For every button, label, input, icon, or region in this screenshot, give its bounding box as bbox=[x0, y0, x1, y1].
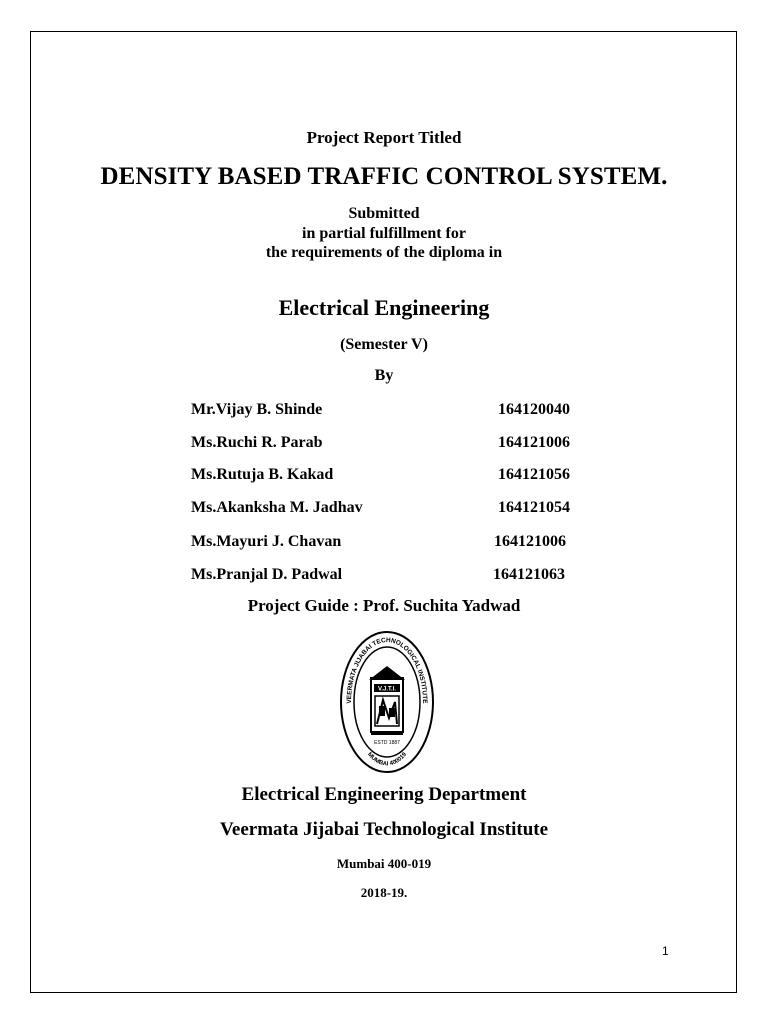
student-id: 164121063 bbox=[493, 566, 565, 583]
institute-seal-icon bbox=[339, 628, 435, 773]
seal-city-text: MUMBAI 400019 bbox=[365, 751, 409, 768]
project-guide: Project Guide : Prof. Suchita Yadwad bbox=[247, 596, 521, 615]
submitted-line: in partial fulfillment for bbox=[302, 224, 466, 242]
seal-inner-text: V.J.T.I. bbox=[377, 686, 397, 693]
branch-name: Electrical Engineering bbox=[278, 295, 490, 320]
student-name: Ms.Pranjal D. Padwal bbox=[191, 566, 343, 583]
submitted-line: Submitted bbox=[348, 205, 420, 222]
submitted-line: the requirements of the diploma in bbox=[265, 244, 503, 261]
student-id: 164120040 bbox=[498, 401, 570, 418]
student-name: Ms.Mayuri J. Chavan bbox=[191, 533, 342, 550]
student-name: Ms.Ruchi R. Parab bbox=[191, 434, 323, 451]
semester: (Semester V) bbox=[340, 336, 428, 353]
student-id: 164121054 bbox=[498, 499, 570, 516]
student-name: Ms.Rutuja B. Kakad bbox=[191, 466, 334, 483]
academic-year: 2018-19. bbox=[360, 885, 408, 900]
student-name: Mr.Vijay B. Shinde bbox=[191, 401, 323, 418]
by-label: By bbox=[374, 367, 394, 384]
department-name: Electrical Engineering Department bbox=[241, 784, 527, 805]
project-title: DENSITY BASED TRAFFIC CONTROL SYSTEM. bbox=[100, 163, 668, 190]
student-name: Ms.Akanksha M. Jadhav bbox=[191, 499, 363, 516]
submission-statement bbox=[0, 204, 768, 263]
student-id: 164121006 bbox=[498, 434, 570, 451]
student-id: 164121006 bbox=[494, 533, 566, 550]
institute-name: Veermata Jijabai Technological Institute bbox=[219, 819, 549, 840]
report-label: Project Report Titled bbox=[306, 128, 462, 147]
seal-ring-text: VEERMATA JIJABAI TECHNOLOGICAL INSTITUTE bbox=[345, 636, 429, 704]
student-id: 164121056 bbox=[498, 466, 570, 483]
seal-estd-text: ESTD 1887 bbox=[374, 740, 400, 746]
page-number: 1 bbox=[662, 944, 669, 958]
city-address: Mumbai 400-019 bbox=[336, 856, 432, 871]
